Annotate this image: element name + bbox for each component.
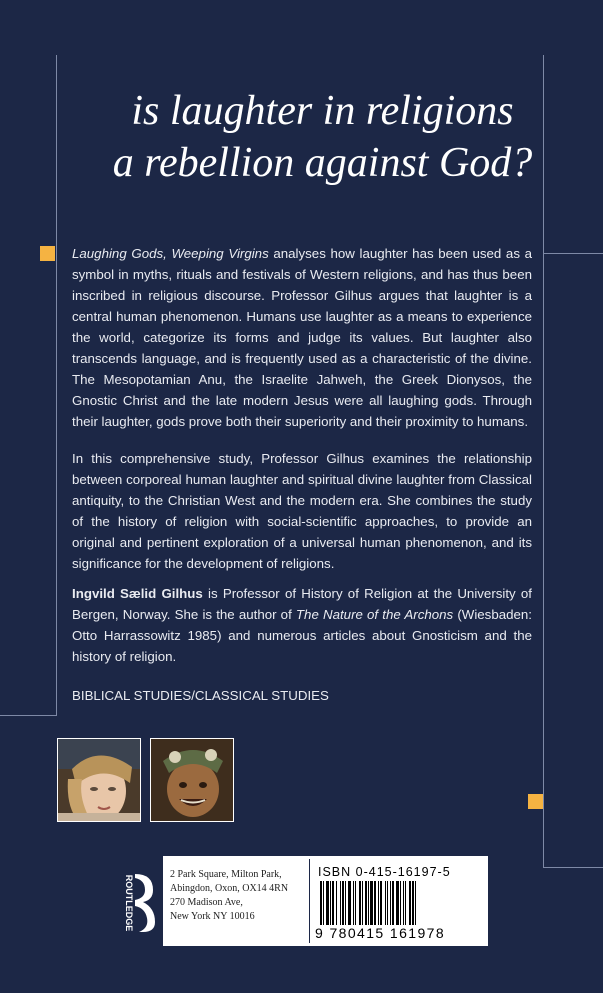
barcode-bar bbox=[405, 881, 406, 925]
address-line-3: 270 Madison Ave, bbox=[170, 897, 243, 908]
routledge-logo bbox=[113, 856, 163, 946]
subject-line: BIBLICAL STUDIES/CLASSICAL STUDIES bbox=[72, 688, 329, 703]
address-line-2: Abingdon, Oxon, OX14 4RN bbox=[170, 883, 289, 894]
logo-text: ROUTLEDGE bbox=[124, 874, 134, 932]
barcode-bar bbox=[380, 881, 382, 925]
barcode-bar bbox=[336, 881, 337, 925]
blurb-p2-text: In this comprehensive study, Professor Gilhus examines the relationship between corporeal human laughter and spiritual divine laughter from Classical antiquity, to the Christian West and the modern era. She combines the study of the history of religion with social-scientific approaches, to provide an original and pertinent exploration of a universal human phenomenon, and its significance for the development of religions. bbox=[72, 451, 532, 571]
headline-line-2: a rebellion against God? bbox=[112, 140, 533, 186]
barcode-bar bbox=[403, 881, 404, 925]
author-book-title: The Nature of the Archons bbox=[295, 607, 454, 622]
barcode-bar bbox=[374, 881, 376, 925]
thumbnail-laughing-god bbox=[150, 738, 234, 822]
barcode-bar bbox=[345, 881, 346, 925]
barcode-bar bbox=[359, 881, 361, 925]
barcode-bar bbox=[368, 881, 369, 925]
author-bio-text-1: is Professor of History of Religion at the University of Bergen, Norway. She is the author of bbox=[72, 586, 532, 622]
frame-line-right-mid bbox=[543, 253, 603, 254]
headline-line-1: is laughter in religions bbox=[131, 88, 514, 134]
barcode-bar bbox=[340, 881, 341, 925]
author-bio-text-2: (Wiesbaden: Otto Harrassowitz 1985) and numerous articles about Gnosticism and the history of religion. bbox=[72, 607, 532, 664]
laughing-god-image bbox=[151, 739, 234, 822]
barcode-bar bbox=[332, 881, 334, 925]
barcode-bar bbox=[385, 881, 386, 925]
blurb-paragraph-2 bbox=[72, 448, 532, 574]
publisher-panel bbox=[113, 856, 488, 946]
barcode-bar bbox=[392, 881, 394, 925]
barcode-digits: 9 780415 161978 bbox=[315, 925, 445, 941]
barcode-bar bbox=[342, 881, 344, 925]
book-title-italic: Laughing Gods, Weeping Virgins bbox=[72, 246, 269, 261]
thumbnail-weeping-virgin bbox=[57, 738, 141, 822]
frame-line-left bbox=[56, 55, 57, 715]
headline bbox=[70, 85, 575, 189]
barcode-bar bbox=[330, 881, 331, 925]
address-line-1: 2 Park Square, Milton Park, bbox=[170, 869, 282, 880]
barcode-bar bbox=[409, 881, 411, 925]
barcode-bar bbox=[323, 881, 324, 925]
publisher-address bbox=[170, 868, 288, 924]
barcode-bar bbox=[365, 881, 367, 925]
accent-square-left bbox=[40, 246, 55, 261]
barcode-bar bbox=[378, 881, 379, 925]
frame-line-left-lower bbox=[0, 715, 57, 716]
barcode-bars bbox=[310, 881, 486, 927]
accent-square-right bbox=[528, 794, 543, 809]
barcode-bar bbox=[320, 881, 322, 925]
frame-line-bottom-right bbox=[543, 867, 603, 868]
blurb-paragraph-1 bbox=[72, 243, 532, 432]
address-line-4: New York NY 10016 bbox=[170, 911, 255, 922]
barcode-bar bbox=[412, 881, 414, 925]
barcode-bar bbox=[400, 881, 401, 925]
barcode-bar bbox=[355, 881, 356, 925]
barcode-bar bbox=[362, 881, 363, 925]
frame-line-right-lower bbox=[543, 253, 544, 867]
barcode-bar bbox=[387, 881, 388, 925]
blurb-p1-text: analyses how laughter has been used as a symbol in myths, rituals and festivals of Western religions, and has thus been inscribed in religious discourse. Professor Gilhus argues that laughter is a central human phenomenon. Humans use laughter as a means to experience the world, categorize its forms and judge its values. But laughter also transcends language, and is frequently used as a characteristic of the divine. The Mesopotamian Anu, the Israelite Jahweh, the Greek Dionysos, the Gnostic Christ and the late modern Jesus were all laughing gods. Through their laughter, gods prove both their superiority and their proximity to humans. bbox=[72, 246, 532, 429]
barcode-block bbox=[309, 859, 486, 943]
barcode-bar bbox=[415, 881, 416, 925]
isbn-label: ISBN 0-415-16197-5 bbox=[318, 865, 451, 879]
barcode-bar bbox=[353, 881, 354, 925]
barcode-bar bbox=[348, 881, 351, 925]
barcode-bar bbox=[326, 881, 329, 925]
barcode-bar bbox=[370, 881, 373, 925]
author-name: Ingvild Sælid Gilhus bbox=[72, 586, 203, 601]
barcode-bar bbox=[396, 881, 399, 925]
author-bio bbox=[72, 583, 532, 667]
barcode-bar bbox=[390, 881, 391, 925]
weeping-virgin-image bbox=[58, 739, 141, 822]
